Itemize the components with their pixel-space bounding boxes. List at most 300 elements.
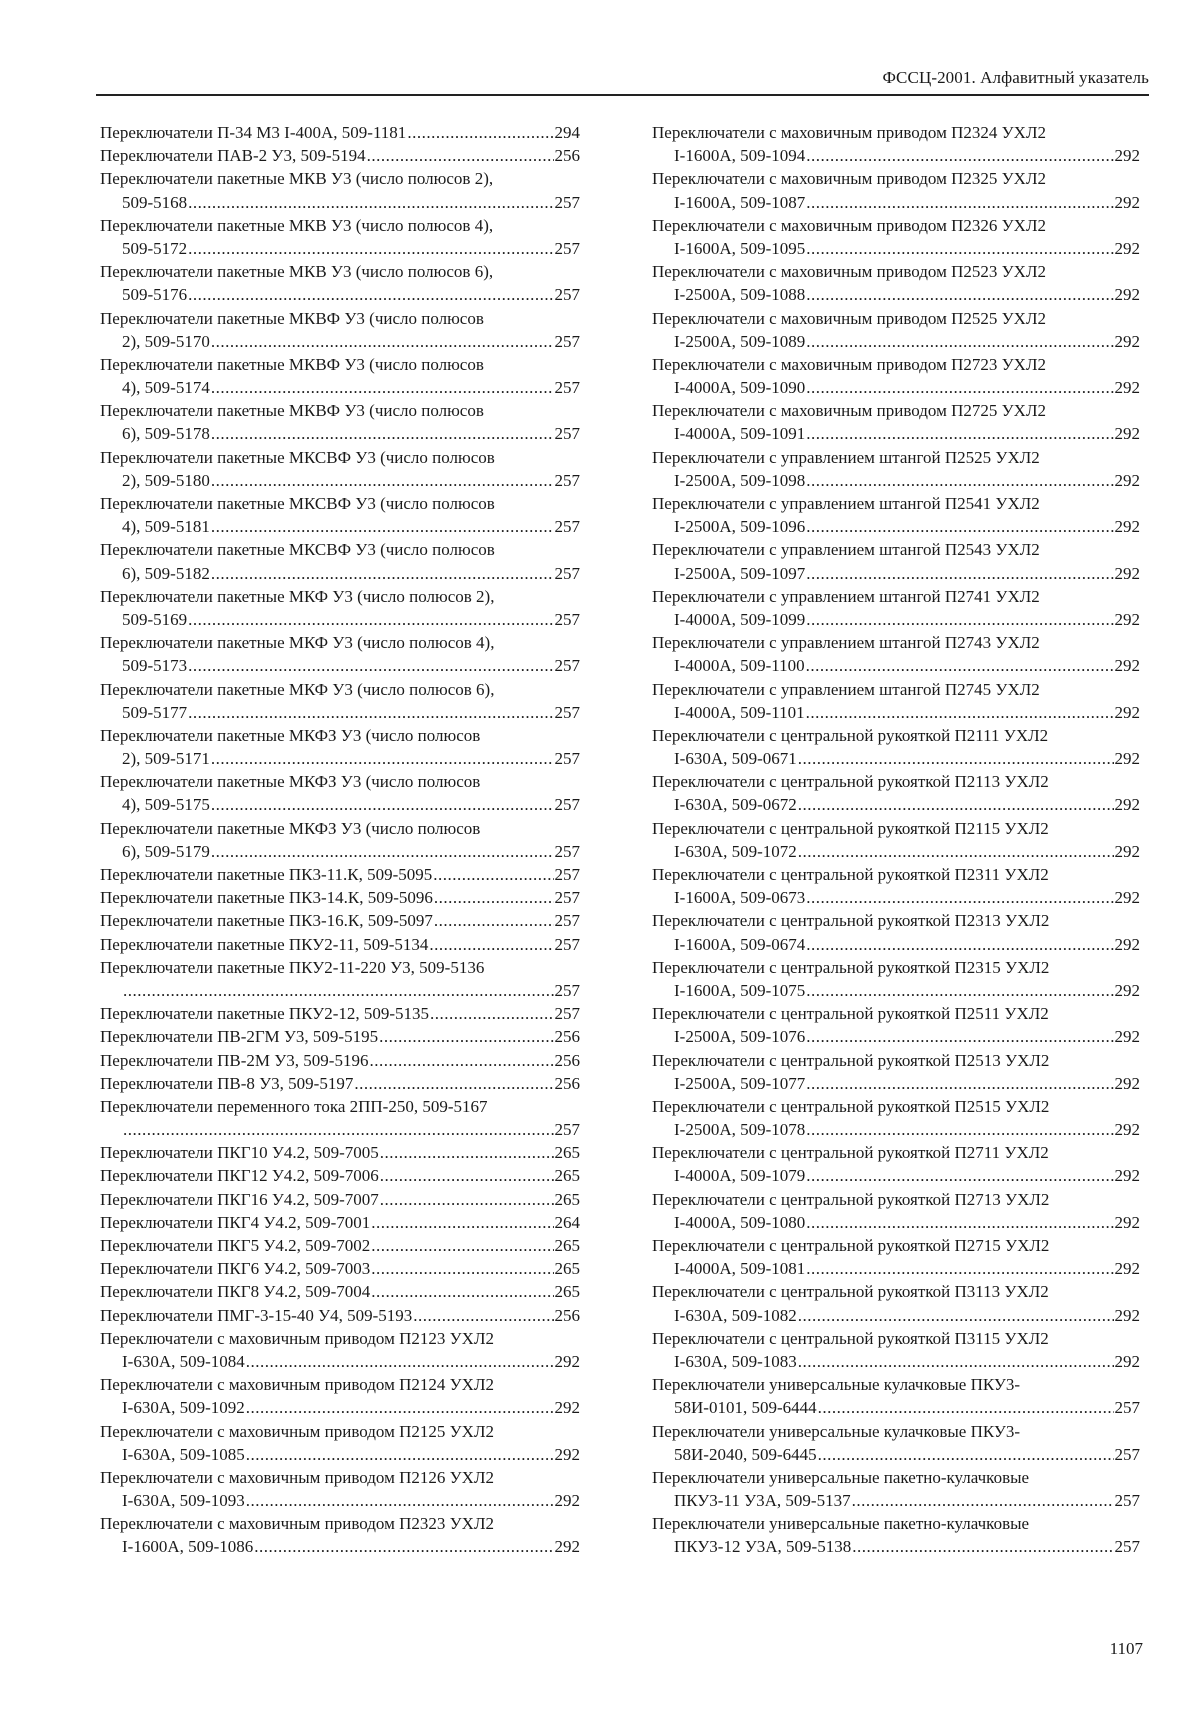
entry-title-line [652, 446, 1140, 469]
dot-leader [806, 422, 1113, 445]
index-entry [100, 353, 580, 399]
entry-text: Переключатели с управлением штангой П2525 УХЛ2 [652, 447, 1040, 467]
entry-text: Переключатели с центральной рукояткой П2313 УХЛ2 [652, 911, 1050, 931]
entry-page-ref: 292 [1114, 888, 1140, 908]
entry-text: I-4000А, 509-1079 [674, 1166, 806, 1186]
entry-text: I-2500А, 509-1097 [674, 563, 806, 583]
index-entry [100, 121, 580, 144]
entry-text: Переключатели с маховичным приводом П2125 УХЛ2 [100, 1421, 494, 1441]
entry-page-ref: 292 [1114, 1166, 1140, 1186]
entry-page-ref: 265 [554, 1143, 580, 1163]
entry-title-line [652, 770, 1140, 793]
entry-continuation-line [652, 422, 1140, 445]
entry-page-ref: 292 [1114, 563, 1140, 583]
entry-continuation-line [652, 191, 1140, 214]
entry-continuation-line [100, 1118, 580, 1141]
entry-continuation-line [100, 979, 580, 1002]
entry-title-line [652, 956, 1140, 979]
entry-page-ref: 292 [554, 1351, 580, 1371]
entry-continuation-line [100, 840, 580, 863]
entry-page-ref: 292 [1114, 1212, 1140, 1232]
entry-page-ref: 257 [554, 911, 580, 931]
entry-title-line [652, 538, 1140, 561]
index-entry [652, 724, 1140, 770]
entry-page-ref: 257 [554, 702, 580, 722]
index-entry [100, 1257, 580, 1280]
entry-text: Переключатели пакетные МКВФ У3 (число полюсов [100, 308, 484, 328]
entry-title-line [652, 1049, 1140, 1072]
index-entry [100, 631, 580, 677]
entry-page-ref: 292 [1114, 656, 1140, 676]
entry-page-ref: 292 [1114, 609, 1140, 629]
entry-page-ref: 257 [554, 795, 580, 815]
entry-page-ref: 292 [1114, 378, 1140, 398]
index-entry [652, 121, 1140, 167]
entry-text: I-1600А, 509-1075 [674, 980, 806, 1000]
dot-leader [369, 1049, 553, 1072]
entry-continuation-line [652, 1535, 1140, 1558]
index-entry [652, 585, 1140, 631]
index-entry [100, 933, 580, 956]
dot-leader [188, 237, 553, 260]
index-entry [652, 909, 1140, 955]
entry-text: Переключатели с управлением штангой П2745 УХЛ2 [652, 679, 1040, 699]
entry-continuation-line [652, 1489, 1140, 1512]
entry-title-line [652, 1373, 1140, 1396]
entry-page-ref: 257 [554, 238, 580, 258]
entry-continuation-line [100, 1535, 580, 1558]
entry-title-line [100, 1049, 580, 1072]
entry-title-line [100, 307, 580, 330]
index-entry [652, 863, 1140, 909]
entry-page-ref: 257 [554, 656, 580, 676]
entry-continuation-line [100, 191, 580, 214]
dot-leader [123, 979, 554, 1002]
entry-text: Переключатели пакетные МКВ У3 (число полюсов 4), [100, 215, 494, 235]
entry-page-ref: 292 [554, 1491, 580, 1511]
dot-leader [798, 793, 1114, 816]
dot-leader [806, 886, 1113, 909]
entry-page-ref: 256 [554, 1073, 580, 1093]
dot-leader [188, 608, 553, 631]
entry-text: Переключатели пакетные МКФ У3 (число полюсов 6), [100, 679, 495, 699]
entry-text: 509-5176 [122, 285, 188, 305]
entry-continuation-line [652, 701, 1140, 724]
entry-page-ref: 265 [554, 1166, 580, 1186]
entry-continuation-line [652, 1350, 1140, 1373]
entry-page-ref: 292 [1114, 1073, 1140, 1093]
entry-continuation-line [652, 376, 1140, 399]
entry-page-ref: 257 [554, 331, 580, 351]
entry-text: Переключатели ПКГ10 У4.2, 509-7005 [100, 1143, 379, 1163]
dot-leader [211, 747, 554, 770]
entry-text: I-630А, 509-1084 [122, 1351, 245, 1371]
entry-page-ref: 292 [1114, 1027, 1140, 1047]
index-entry [100, 1327, 580, 1373]
index-entry [652, 538, 1140, 584]
dot-leader [354, 1072, 553, 1095]
index-column-left [100, 121, 580, 1559]
entry-title-line [100, 144, 580, 167]
entry-page-ref: 257 [554, 865, 580, 884]
dot-leader [806, 1257, 1113, 1280]
dot-leader [806, 1118, 1113, 1141]
entry-title-line [652, 1420, 1140, 1443]
entry-title-line [652, 585, 1140, 608]
entry-title-line [100, 121, 580, 144]
entry-title-line [100, 909, 580, 932]
entry-text: Переключатели с центральной рукояткой П2711 УХЛ2 [652, 1143, 1049, 1163]
entry-title-line [100, 538, 580, 561]
entry-text: Переключатели ПВ-8 У3, 509-5197 [100, 1073, 354, 1093]
entry-page-ref: 292 [1114, 285, 1140, 305]
entry-title-line [652, 678, 1140, 701]
entry-page-ref: 257 [554, 285, 580, 305]
entry-page-ref: 257 [554, 563, 580, 583]
entry-title-line [652, 353, 1140, 376]
index-entry [652, 399, 1140, 445]
entry-title-line [652, 1141, 1140, 1164]
entry-continuation-line [652, 886, 1140, 909]
index-column-right [652, 121, 1140, 1559]
dot-leader [798, 1350, 1114, 1373]
entry-text: Переключатели с маховичным приводом П2523 УХЛ2 [652, 262, 1046, 282]
index-entry [100, 214, 580, 260]
entry-text: Переключатели с маховичным приводом П2725 УХЛ2 [652, 401, 1046, 421]
entry-title-line [652, 399, 1140, 422]
dot-leader [371, 1257, 553, 1280]
entry-page-ref: 292 [1114, 192, 1140, 212]
entry-title-line [100, 1420, 580, 1443]
entry-continuation-line [100, 422, 580, 445]
entry-page-ref: 292 [1114, 934, 1140, 954]
entry-continuation-line [652, 840, 1140, 863]
entry-text: Переключатели с маховичным приводом П2326 УХЛ2 [652, 215, 1046, 235]
entry-title-line [100, 260, 580, 283]
entry-text: Переключатели с центральной рукояткой П2311 УХЛ2 [652, 865, 1049, 884]
index-entry [100, 585, 580, 631]
entry-title-line [652, 1095, 1140, 1118]
entry-page-ref: 292 [554, 1398, 580, 1418]
index-entry [100, 1420, 580, 1466]
dot-leader [806, 562, 1113, 585]
entry-title-line [100, 886, 580, 909]
dot-leader [211, 469, 554, 492]
entry-text: Переключатели пакетные МКФ У3 (число полюсов 4), [100, 633, 495, 653]
dot-leader [852, 1535, 1113, 1558]
entry-text: I-2500А, 509-1076 [674, 1027, 806, 1047]
dot-leader [806, 1164, 1113, 1187]
entry-text: Переключатели ПВ-2М У3, 509-5196 [100, 1050, 369, 1070]
entry-continuation-line [100, 1443, 580, 1466]
index-entry [100, 1188, 580, 1211]
index-entry [652, 1373, 1140, 1419]
index-entry [100, 538, 580, 584]
index-entry [100, 492, 580, 538]
running-header: ФССЦ-2001. Алфавитный указатель [882, 68, 1149, 87]
entry-text: I-4000А, 509-1101 [674, 702, 805, 722]
entry-title-line [100, 770, 580, 793]
index-entry [652, 1234, 1140, 1280]
entry-continuation-line [652, 747, 1140, 770]
entry-page-ref: 292 [1114, 470, 1140, 490]
entry-text: Переключатели пакетные МКВ У3 (число полюсов 6), [100, 262, 494, 282]
entry-title-line [100, 1025, 580, 1048]
entry-continuation-line [652, 1164, 1140, 1187]
entry-page-ref: 292 [1114, 980, 1140, 1000]
dot-leader [806, 1025, 1113, 1048]
entry-page-ref: 257 [554, 888, 580, 908]
dot-leader [379, 1025, 553, 1048]
entry-text: Переключатели пакетные МКФЗ У3 (число полюсов [100, 725, 481, 745]
entry-continuation-line [100, 1396, 580, 1419]
entry-continuation-line [652, 469, 1140, 492]
entry-text: Переключатели пакетные ПКУ2-11, 509-5134 [100, 934, 429, 954]
dot-leader [246, 1350, 554, 1373]
entry-text: Переключатели с маховичным приводом П2324 УХЛ2 [652, 123, 1046, 142]
entry-text: I-630А, 509-0672 [674, 795, 797, 815]
dot-leader [806, 515, 1113, 538]
entry-text: Переключатели ПВ-2ГМ У3, 509-5195 [100, 1027, 379, 1047]
entry-page-ref: 292 [1114, 424, 1140, 444]
entry-continuation-line [100, 330, 580, 353]
entry-text: I-630А, 509-0671 [674, 749, 797, 769]
entry-text: Переключатели с центральной рукояткой П2511 УХЛ2 [652, 1004, 1049, 1024]
entry-title-line [100, 399, 580, 422]
entry-title-line [100, 1095, 580, 1118]
dot-leader [806, 608, 1113, 631]
entry-text: Переключатели с управлением штангой П2541 УХЛ2 [652, 494, 1040, 513]
entry-text: Переключатели ПКГ6 У4.2, 509-7003 [100, 1259, 371, 1279]
entry-title-line [100, 492, 580, 515]
index-entry [100, 956, 580, 1002]
entry-page-ref: 265 [554, 1236, 580, 1255]
entry-continuation-line [100, 793, 580, 816]
dot-leader [818, 1443, 1114, 1466]
index-entry [100, 307, 580, 353]
entry-page-ref: 257 [554, 424, 580, 444]
dot-leader [806, 376, 1113, 399]
dot-leader [371, 1211, 553, 1234]
dot-leader [434, 886, 554, 909]
entry-continuation-line [652, 1025, 1140, 1048]
entry-text: Переключатели пакетные ПКУ2-11-220 У3, 509-5136 [100, 957, 485, 977]
entry-title-line [652, 307, 1140, 330]
entry-text: Переключатели с маховичным приводом П2723 УХЛ2 [652, 354, 1046, 374]
entry-text: I-4000А, 509-1091 [674, 424, 806, 444]
entry-title-line [652, 1280, 1140, 1303]
entry-page-ref: 257 [554, 749, 580, 769]
dot-leader [380, 1164, 554, 1187]
entry-title-line [100, 214, 580, 237]
index-entry [100, 144, 580, 167]
index-entry [652, 1420, 1140, 1466]
entry-text: 6), 509-5182 [122, 563, 210, 583]
entry-continuation-line [652, 1304, 1140, 1327]
index-entry [100, 1049, 580, 1072]
index-entry [652, 307, 1140, 353]
index-entry [652, 678, 1140, 724]
index-entry [100, 1025, 580, 1048]
entry-continuation-line [100, 608, 580, 631]
index-entry [652, 353, 1140, 399]
entry-continuation-line [652, 515, 1140, 538]
entry-text: 4), 509-5174 [122, 378, 210, 398]
index-entry [652, 1512, 1140, 1558]
index-entry [652, 1049, 1140, 1095]
entry-page-ref: 257 [1114, 1491, 1140, 1511]
entry-text: Переключатели с маховичным приводом П2124 УХЛ2 [100, 1375, 494, 1395]
dot-leader [246, 1396, 554, 1419]
entry-text: Переключатели ПКГ16 У4.2, 509-7007 [100, 1189, 379, 1209]
entry-continuation-line [100, 515, 580, 538]
entry-text: 2), 509-5171 [122, 749, 210, 769]
entry-text: Переключатели ПКГ12 У4.2, 509-7006 [100, 1166, 379, 1186]
entry-text: Переключатели с маховичным приводом П2123 УХЛ2 [100, 1328, 494, 1348]
entry-title-line [100, 1304, 580, 1327]
index-entry [100, 260, 580, 306]
entry-title-line [100, 1072, 580, 1095]
dot-leader [806, 330, 1113, 353]
entry-page-ref: 292 [1114, 517, 1140, 537]
entry-text: Переключатели с центральной рукояткой П3113 УХЛ2 [652, 1282, 1049, 1302]
entry-title-line [652, 724, 1140, 747]
entry-page-ref: 292 [1114, 1305, 1140, 1325]
entry-text: Переключатели универсальные кулачковые ПКУ3- [652, 1375, 1021, 1395]
index-entry [100, 678, 580, 724]
index-entry [100, 817, 580, 863]
dot-leader [211, 422, 554, 445]
entry-continuation-line [100, 1350, 580, 1373]
entry-text: I-1600А, 509-1094 [674, 146, 806, 166]
dot-leader [806, 979, 1113, 1002]
entry-page-ref: 257 [554, 1004, 580, 1024]
entry-title-line [100, 446, 580, 469]
index-entry [100, 1072, 580, 1095]
entry-text: 58И-2040, 509-6445 [674, 1444, 817, 1464]
index-entry [652, 956, 1140, 1002]
entry-continuation-line [652, 654, 1140, 677]
index-entry [652, 1002, 1140, 1048]
entry-continuation-line [652, 793, 1140, 816]
entry-title-line [652, 214, 1140, 237]
entry-page-ref: 265 [554, 1282, 580, 1302]
entry-page-ref: 294 [554, 123, 580, 142]
entry-text: I-1600А, 509-0674 [674, 934, 806, 954]
entry-title-line [652, 167, 1140, 190]
entry-page-ref: 257 [554, 980, 580, 1000]
entry-text: Переключатели пакетные МКФЗ У3 (число полюсов [100, 772, 481, 792]
entry-title-line [100, 1164, 580, 1187]
entry-page-ref: 265 [554, 1189, 580, 1209]
index-entry [100, 770, 580, 816]
entry-continuation-line [652, 979, 1140, 1002]
dot-leader [806, 191, 1113, 214]
entry-page-ref: 256 [554, 146, 580, 166]
entry-title-line [100, 1257, 580, 1280]
dot-leader [211, 376, 554, 399]
index-entry [652, 1141, 1140, 1187]
entry-page-ref: 257 [1114, 1398, 1140, 1418]
entry-title-line [652, 1234, 1140, 1257]
entry-page-ref: 257 [554, 378, 580, 398]
entry-text: 4), 509-5181 [122, 517, 210, 537]
entry-continuation-line [652, 144, 1140, 167]
dot-leader [806, 237, 1113, 260]
entry-continuation-line [652, 237, 1140, 260]
entry-title-line [652, 121, 1140, 144]
entry-text: Переключатели универсальные кулачковые ПКУ3- [652, 1421, 1021, 1441]
entry-text: I-2500А, 509-1088 [674, 285, 806, 305]
entry-page-ref: 257 [554, 1120, 580, 1140]
entry-title-line [100, 631, 580, 654]
entry-text: Переключатели ПМГ-3-15-40 У4, 509-5193 [100, 1305, 413, 1325]
entry-title-line [100, 678, 580, 701]
entry-text: Переключатели с управлением штангой П2743 УХЛ2 [652, 633, 1040, 653]
header-rule [96, 94, 1149, 96]
entry-continuation-line [100, 376, 580, 399]
index-entry [100, 909, 580, 932]
entry-text: 509-5173 [122, 656, 188, 676]
entry-page-ref: 265 [554, 1259, 580, 1279]
entry-continuation-line [652, 562, 1140, 585]
entry-text: I-630А, 509-1072 [674, 841, 797, 861]
dot-leader [407, 121, 553, 144]
entry-continuation-line [100, 283, 580, 306]
entry-text: Переключатели пакетные МКВ У3 (число полюсов 2), [100, 169, 494, 189]
index-entry [652, 167, 1140, 213]
entry-text: ПКУ3-12 У3А, 509-5138 [674, 1537, 852, 1557]
entry-page-ref: 257 [1114, 1444, 1140, 1464]
dot-leader [430, 1002, 553, 1025]
entry-text: Переключатели ПАВ-2 У3, 509-5194 [100, 146, 366, 166]
dot-leader [211, 515, 554, 538]
index-entry [652, 817, 1140, 863]
entry-title-line [652, 863, 1140, 886]
entry-page-ref: 292 [1114, 331, 1140, 351]
entry-title-line [100, 956, 580, 979]
entry-text: Переключатели с центральной рукояткой П3115 УХЛ2 [652, 1328, 1049, 1348]
entry-text: Переключатели пакетные МКФЗ У3 (число полюсов [100, 818, 481, 838]
dot-leader [188, 283, 553, 306]
page-number: 1107 [1109, 1639, 1143, 1658]
entry-page-ref: 257 [554, 470, 580, 490]
entry-continuation-line [652, 1257, 1140, 1280]
entry-title-line [100, 724, 580, 747]
index-entry [652, 1327, 1140, 1373]
entry-page-ref: 256 [554, 1305, 580, 1325]
entry-title-line [652, 1327, 1140, 1350]
entry-page-ref: 256 [554, 1050, 580, 1070]
entry-text: Переключатели с центральной рукояткой П2111 УХЛ2 [652, 725, 1049, 745]
index-entry [652, 260, 1140, 306]
entry-title-line [100, 817, 580, 840]
index-entry [100, 446, 580, 492]
entry-text: Переключатели ПКГ8 У4.2, 509-7004 [100, 1282, 371, 1302]
index-entry [100, 1373, 580, 1419]
index-entry [100, 886, 580, 909]
entry-page-ref: 257 [554, 934, 580, 954]
entry-text: Переключатели универсальные пакетно-кулачковые [652, 1514, 1030, 1534]
entry-title-line [100, 933, 580, 956]
entry-page-ref: 292 [1114, 1120, 1140, 1140]
index-entry [100, 1141, 580, 1164]
entry-page-ref: 264 [554, 1212, 580, 1232]
index-entry [652, 1466, 1140, 1512]
entry-title-line [100, 1002, 580, 1025]
entry-text: I-630А, 509-1082 [674, 1305, 797, 1325]
dot-leader [211, 840, 554, 863]
